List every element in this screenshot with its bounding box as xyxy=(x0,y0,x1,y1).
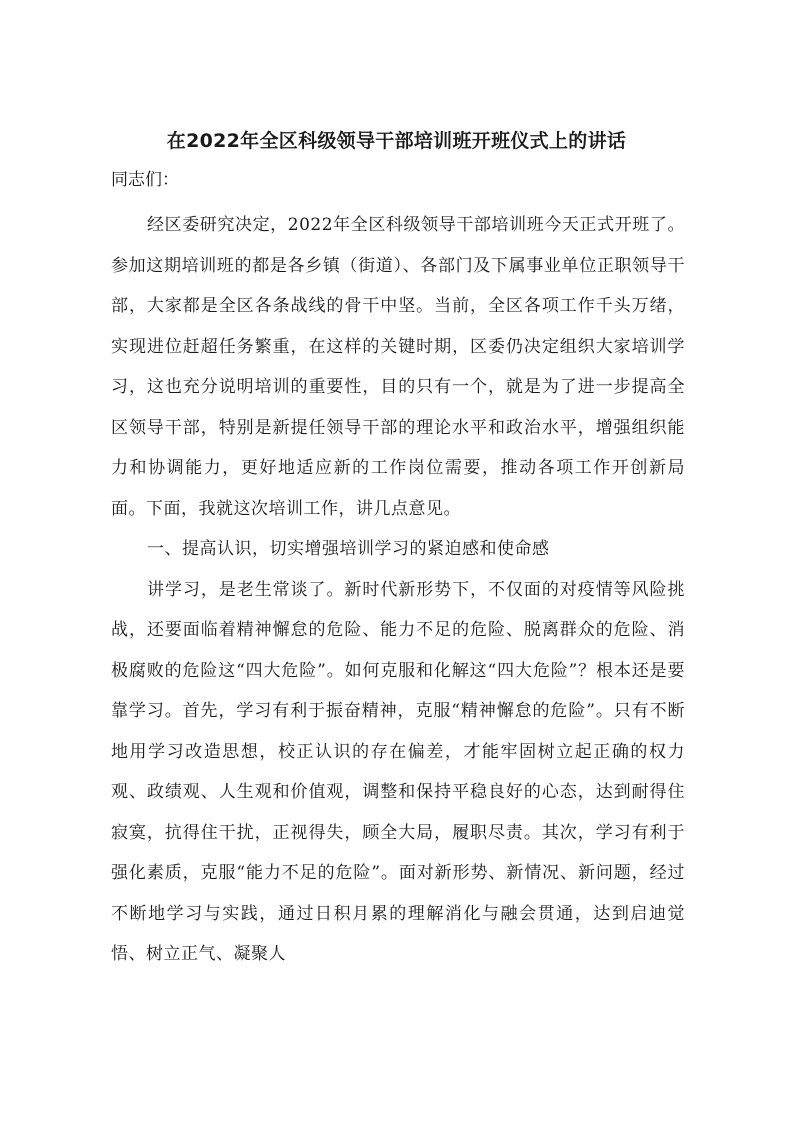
document-body xyxy=(111,160,685,975)
salutation: 同志们： xyxy=(111,170,179,190)
section-heading: 一、提高认识，切实增强培训学习的紧迫感和使命感 xyxy=(147,539,550,559)
document-title: 在2022年全区科级领导干部培训班开班仪式上的讲话 xyxy=(166,130,627,152)
body-paragraph: 经区委研究决定，2022年全区科级领导干部培训班今天正式开班了。参加这期培训班的都是各乡镇（街道）、各部门及下属事业单位正职领导干部，大家都是全区各条战线的骨干中坚。当前，全区各项工作千头万绪，实现进位赶超任务繁重，在这样的关键时期，区委仍决定组织大家培训学习，这也充分说明培训的重要性，目的只有一个，就是为了进一步提高全区领导干部，特别是新提任领导干部的理论水平和政治水平，增强组织能力和协调能力，更好地适应新的工作岗位需要，推动各项工作开创新局面。下面，我就这次培训工作，讲几点意见。 xyxy=(111,215,685,519)
section-paragraph: 讲学习，是老生常谈了。新时代新形势下，不仅面的对疫情等风险挑战，还要面临着精神懈怠的危险、能力不足的危险、脱离群众的危险、消极腐败的危险这“四大危险”。如何克服和化解这“四大危险”？根本还是要靠学习。首先，学习有利于振奋精神，克服“精神懈怠的危险”。只有不断地用学习改造思想，校正认识的存在偏差，才能牢固树立起正确的权力观、政绩观、人生观和价值观，调整和保持平稳良好的心态，达到耐得住寂寞，抗得住干扰，正视得失，顾全大局，履职尽责。其次，学习有利于强化素质，克服“能力不足的危险”。面对新形势、新情况、新问题，经过不断地学习与实践，通过日积月累的理解消化与融会贯通，达到启迪觉悟、树立正气、凝聚人 xyxy=(111,579,685,964)
